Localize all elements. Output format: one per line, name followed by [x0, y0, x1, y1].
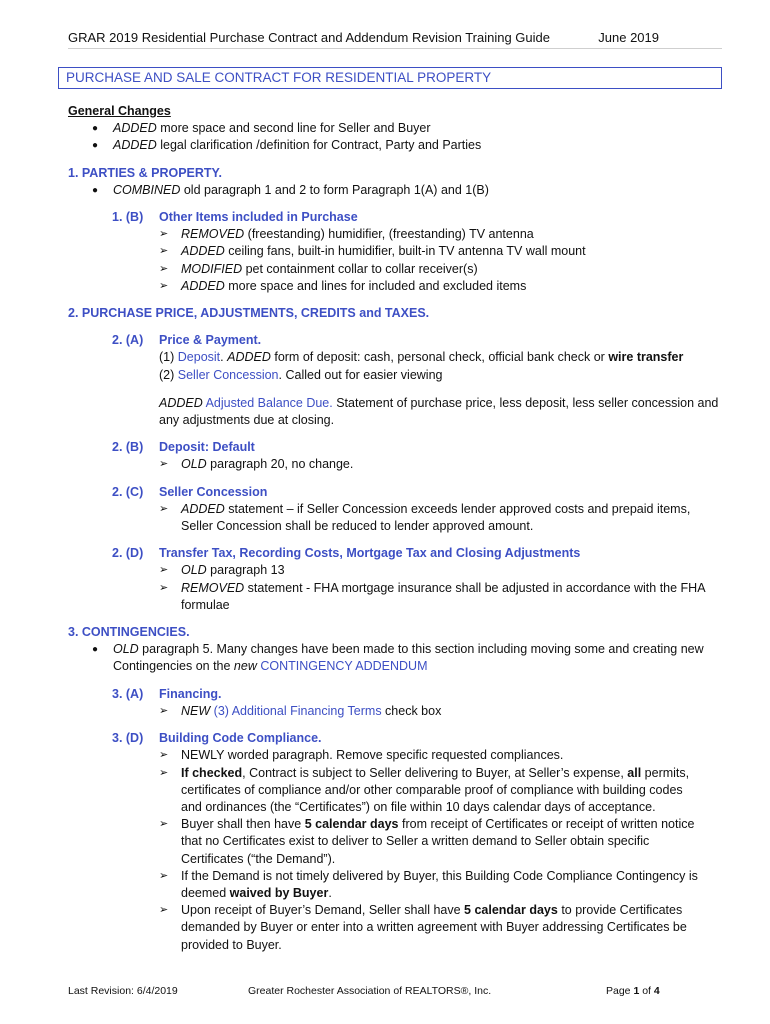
arrow-bullet-icon: ➢ [159, 818, 169, 831]
arrow-bullet-icon: ➢ [159, 502, 169, 515]
section-2c-item: ➢ ADDED statement – if Seller Concession exceeds lender approved costs and prepaid items, Seller Concession shall be reduced to lender approved amount. [159, 501, 691, 534]
section-3d-item: ➢ NEWLY worded paragraph. Remove specific requested compliances. [68, 747, 728, 764]
arrow-bullet-icon: ➢ [159, 704, 169, 717]
section-3d-item: ➢ Upon receipt of Buyer’s Demand, Seller shall have 5 calendar days to provide Certificates demanded by Buyer or enter into a written agreement with Buyer addressing Certificates be provided to Buyer. [159, 903, 687, 952]
section-2a-adjusted-balance-cont: any adjustments due at closing. [159, 413, 335, 428]
bullet-icon: ● [92, 644, 99, 656]
bullet-icon: ● [92, 184, 99, 196]
page-header [68, 30, 722, 49]
section-3-heading: 3. CONTINGENCIES. [68, 625, 190, 640]
arrow-bullet-icon: ➢ [159, 262, 169, 275]
arrow-bullet-icon: ➢ [159, 766, 169, 779]
footer-organization: Greater Rochester Association of REALTORS®, Inc. [248, 985, 492, 997]
bullet-icon: ● [92, 123, 99, 135]
document-body [68, 103, 728, 954]
general-item-1: ● ADDED more space and second line for Seller and Buyer [68, 120, 728, 137]
arrow-bullet-icon: ➢ [159, 581, 169, 594]
section-3d-item: ➢ If checked, Contract is subject to Seller delivering to Buyer, at Seller’s expense, all permits, certificates of compliance and/or other comparable proof of compliance with building codes and ordinances (the “Certificates”) on file within 10 days calendar days of acceptance. [159, 765, 690, 814]
arrow-bullet-icon: ➢ [159, 904, 169, 917]
footer-revision: Last Revision: 6/4/2019 [68, 985, 178, 997]
section-2a-line-1: (1) Deposit. ADDED form of deposit: cash, personal check, official bank check or wire transfer [159, 350, 684, 365]
section-banner: PURCHASE AND SALE CONTRACT FOR RESIDENTIAL PROPERTY [58, 67, 722, 89]
section-1b-item: ➢ REMOVED (freestanding) humidifier, (freestanding) TV antenna [68, 226, 728, 243]
arrow-bullet-icon: ➢ [159, 245, 169, 258]
general-item-2: ● ADDED legal clarification /definition for Contract, Party and Parties [68, 137, 728, 154]
section-2b-item: ➢ OLD paragraph 20, no change. [68, 456, 728, 473]
section-2a-adjusted-balance: ADDED Adjusted Balance Due. Statement of purchase price, less deposit, less seller concession and [159, 395, 719, 410]
arrow-bullet-icon: ➢ [159, 458, 169, 471]
section-3d-item: ➢ Buyer shall then have 5 calendar days from receipt of Certificates or receipt of written notice that no Certificates exist to deliver to Seller a written demand to Seller obtain specific Certificates (“the Demand”). [159, 817, 695, 866]
arrow-bullet-icon: ➢ [159, 279, 169, 292]
section-1-heading: 1. PARTIES & PROPERTY. [68, 165, 222, 180]
section-2d-item: ➢ REMOVED statement - FHA mortgage insurance shall be adjusted in accordance with the FHA formulae [159, 580, 706, 612]
section-3a-item: ➢ NEW (3) Additional Financing Terms check box [68, 703, 728, 720]
section-1b-item: ➢ ADDED ceiling fans, built-in humidifier, built-in TV antenna TV wall mount [68, 243, 728, 260]
section-2c-heading: 2. (C) Seller Concession [112, 484, 268, 499]
section-3-bullet: ● OLD paragraph 5. Many changes have been made to this section including moving some and creating new Contingencies on the new CONTINGENCY ADDENDUM [92, 642, 704, 674]
header-date: June 2019 [598, 30, 659, 45]
general-changes-heading: General Changes [68, 104, 171, 118]
section-1b-item: ➢ ADDED more space and lines for included and excluded items [68, 278, 728, 295]
header-title: GRAR 2019 Residential Purchase Contract and Addendum Revision Training Guide [68, 30, 550, 45]
arrow-bullet-icon: ➢ [159, 564, 169, 577]
section-2d-heading: 2. (D) Transfer Tax, Recording Costs, Mortgage Tax and Closing Adjustments [112, 546, 581, 561]
section-3a-heading: 3. (A) Financing. [112, 686, 222, 701]
section-3d-heading: 3. (D) Building Code Compliance. [112, 731, 322, 746]
section-1b-heading: 1. (B) Other Items included in Purchase [112, 210, 358, 225]
arrow-bullet-icon: ➢ [159, 869, 169, 882]
section-2-heading: 2. PURCHASE PRICE, ADJUSTMENTS, CREDITS and TAXES. [68, 306, 430, 321]
arrow-bullet-icon: ➢ [159, 228, 169, 241]
section-2a-heading: 2. (A) Price & Payment. [112, 333, 262, 348]
section-2a-line-2: (2) Seller Concession. Called out for easier viewing [159, 367, 443, 382]
section-1-bullet: ● COMBINED old paragraph 1 and 2 to form Paragraph 1(A) and 1(B) [68, 182, 728, 199]
bullet-icon: ● [92, 140, 99, 152]
section-1b-item: ➢ MODIFIED pet containment collar to collar receiver(s) [68, 261, 728, 278]
footer-page-number: Page 1 of 4 [606, 985, 660, 997]
section-3d-item: ➢ If the Demand is not timely delivered by Buyer, this Building Code Compliance Contingency is deemed waived by Buyer. [159, 868, 698, 900]
section-2d-item: ➢ OLD paragraph 13 [68, 562, 728, 579]
section-2b-heading: 2. (B) Deposit: Default [112, 440, 255, 455]
arrow-bullet-icon: ➢ [159, 749, 169, 762]
